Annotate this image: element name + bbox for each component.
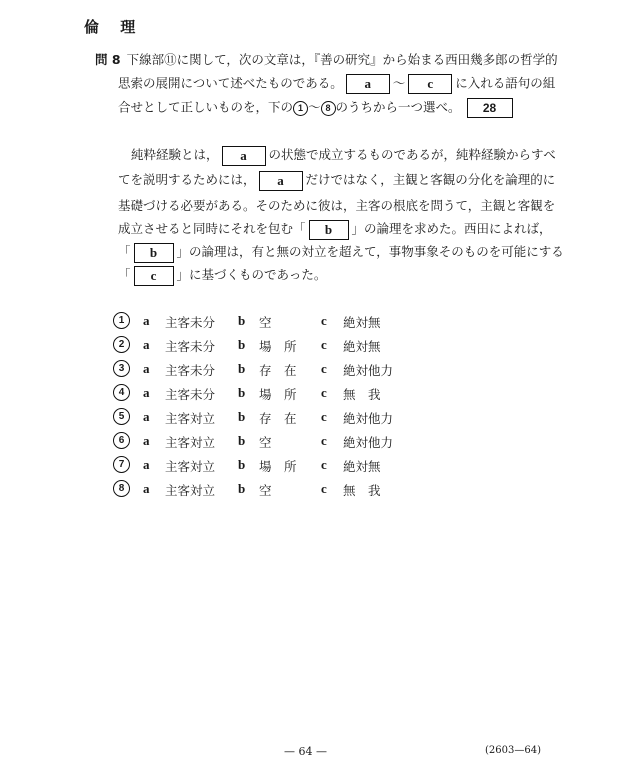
- choice-a-value: 主客対立: [165, 411, 216, 426]
- question-line-3: 合せとして正しいものを，下の 1 ～ 8 のうちから一つ選べ。 28: [118, 98, 516, 118]
- blank-box-a: a: [222, 146, 266, 166]
- blank-box-c: c: [134, 266, 174, 286]
- choice-c-value: 無 我: [343, 387, 381, 402]
- label-a: a: [143, 361, 150, 376]
- choice-number-icon: 5: [113, 408, 130, 425]
- choice-number-icon: 6: [113, 432, 130, 449]
- exam-code: (2603—64): [485, 745, 541, 756]
- choice-a-value: 主客未分: [165, 339, 216, 354]
- subject-heading: 倫 理: [84, 18, 144, 36]
- label-c: c: [321, 361, 327, 376]
- choice-range-start: 1: [293, 101, 308, 116]
- label-b: b: [238, 457, 246, 472]
- choice-number-icon: 4: [113, 384, 130, 401]
- passage-line-4: 成立させると同時にそれを包む「 b 」の論理を求めた。西田によれば，: [118, 219, 552, 240]
- label-a: a: [143, 481, 150, 496]
- blank-box-a: a: [346, 74, 390, 94]
- question-line-1: 問 8 下線部⑪に関して，次の文章は，『善の研究』から始まる西田幾多郎の哲学的: [95, 52, 558, 67]
- label-c: c: [321, 385, 327, 400]
- answer-number-box: 28: [467, 98, 513, 118]
- choice-b-value: 空: [259, 483, 272, 498]
- label-c: c: [321, 313, 327, 328]
- choice-number-icon: 7: [113, 456, 130, 473]
- choice-a-value: 主客未分: [165, 363, 216, 378]
- blank-box-b: b: [309, 220, 349, 240]
- passage-line-3: 基礎づける必要がある。そのために彼は，主客の根底を問うて，主観と客観を: [118, 198, 556, 213]
- label-b: b: [238, 481, 246, 496]
- choice-c-value: 絶対無: [343, 315, 381, 330]
- label-a: a: [143, 337, 150, 352]
- label-c: c: [321, 433, 327, 448]
- page-number: — 64 —: [284, 745, 327, 758]
- label-b: b: [238, 385, 246, 400]
- choice-number-icon: 3: [113, 360, 130, 377]
- choice-c-value: 絶対無: [343, 459, 381, 474]
- label-c: c: [321, 457, 327, 472]
- label-b: b: [238, 337, 246, 352]
- blank-box-c: c: [408, 74, 452, 94]
- choice-b-value: 空: [259, 435, 272, 450]
- passage-line-6: 「 c 」に基づくものであった。: [118, 265, 326, 286]
- passage-line-5: 「 b 」の論理は，有と無の対立を超えて，事物事象そのものを可能にする: [118, 242, 564, 263]
- passage-line-2: てを説明するためには， a だけではなく，主観と客観の分化を論理的に: [118, 170, 555, 191]
- choice-b-value: 空: [259, 315, 272, 330]
- choice-a-value: 主客未分: [165, 315, 216, 330]
- label-b: b: [238, 409, 246, 424]
- choice-c-value: 絶対他力: [343, 363, 394, 378]
- label-b: b: [238, 361, 246, 376]
- choice-number-icon: 2: [113, 336, 130, 353]
- label-c: c: [321, 409, 327, 424]
- choice-b-value: 存 在: [259, 411, 297, 426]
- choice-b-value: 存 在: [259, 363, 297, 378]
- passage-line-1: 純粋経験とは， a の状態で成立するものであるが，純粋経験からすべ: [131, 145, 556, 166]
- label-a: a: [143, 433, 150, 448]
- choice-c-value: 絶対他力: [343, 435, 394, 450]
- label-a: a: [143, 457, 150, 472]
- choice-a-value: 主客未分: [165, 387, 216, 402]
- choice-number-icon: 1: [113, 312, 130, 329]
- blank-box-b: b: [134, 243, 174, 263]
- choice-number-icon: 8: [113, 480, 130, 497]
- choice-b-value: 場 所: [259, 459, 297, 474]
- choice-a-value: 主客対立: [165, 435, 216, 450]
- choice-range-end: 8: [321, 101, 336, 116]
- label-b: b: [238, 313, 246, 328]
- choice-a-value: 主客対立: [165, 483, 216, 498]
- question-number: 問 8: [95, 52, 121, 67]
- choice-c-value: 絶対無: [343, 339, 381, 354]
- blank-box-a: a: [259, 171, 303, 191]
- label-b: b: [238, 433, 246, 448]
- label-a: a: [143, 409, 150, 424]
- label-c: c: [321, 337, 327, 352]
- choice-c-value: 無 我: [343, 483, 381, 498]
- choice-b-value: 場 所: [259, 339, 297, 354]
- question-line-2: 思索の展開について述べたものである。 a ～ c に入れる語句の組: [118, 74, 555, 94]
- choice-b-value: 場 所: [259, 387, 297, 402]
- label-c: c: [321, 481, 327, 496]
- choice-a-value: 主客対立: [165, 459, 216, 474]
- label-a: a: [143, 385, 150, 400]
- choice-c-value: 絶対他力: [343, 411, 394, 426]
- label-a: a: [143, 313, 150, 328]
